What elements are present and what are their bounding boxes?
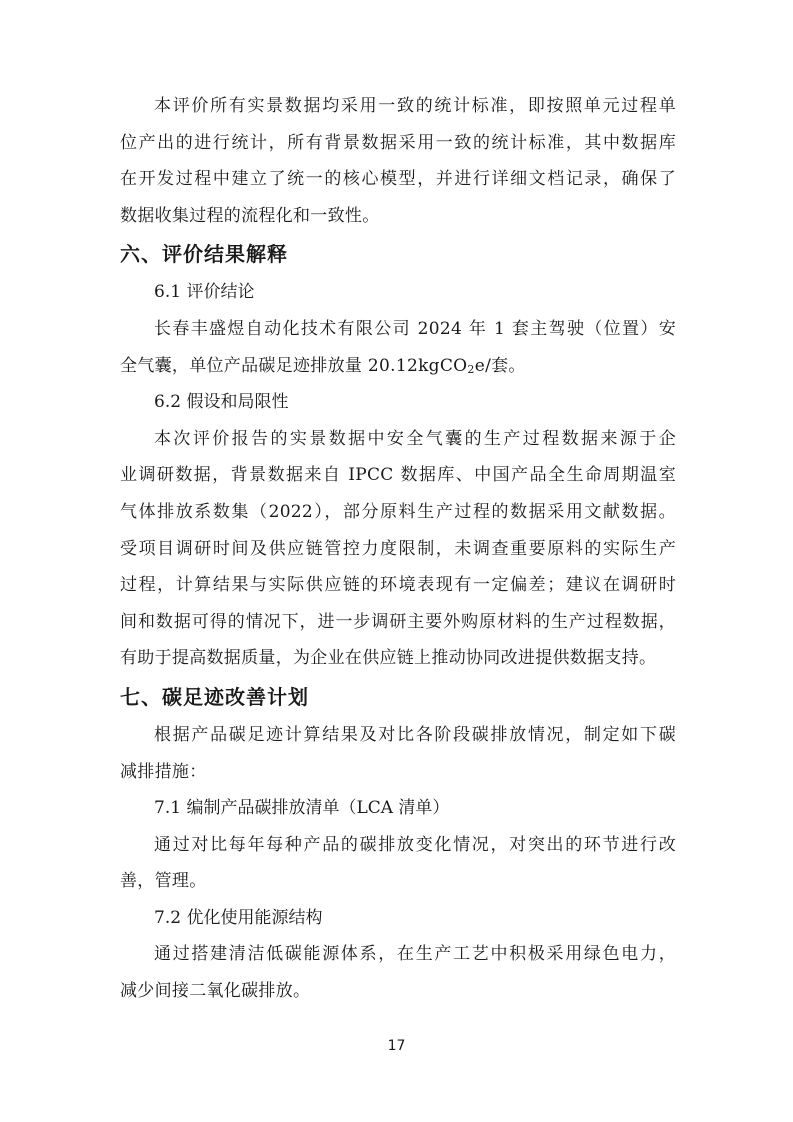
section-6-2-paragraph — [120, 421, 676, 677]
text-line: 善，管理。 — [120, 871, 207, 892]
text-line: 数据收集过程的流程化和一致性。 — [120, 205, 380, 226]
text-line: 根据产品碳足迹计算结果及对比各阶段碳排放情况，制定如下碳 — [154, 724, 676, 745]
text-line: 气体排放系数集（2022），部分原料生产过程的数据采用文献数据。 — [120, 501, 676, 522]
text-line: 本次评价报告的实景数据中安全气囊的生产过程数据来源于企 — [154, 428, 676, 449]
text-line: 本评价所有实景数据均采用一致的统计标准，即按照单元过程单 — [154, 96, 676, 116]
text-line: 通过搭建清洁低碳能源体系，在生产工艺中积极采用绿色电力， — [154, 944, 676, 965]
text-line — [120, 348, 676, 385]
emission-unit: e/套。 — [474, 355, 526, 376]
text-line: 在开发过程中建立了统一的核心模型，并进行详细文档记录，确保了 — [120, 169, 676, 190]
section-6-2-title: 6.2 假设和局限性 — [154, 392, 289, 413]
section-7-heading: 七、碳足迹改善计划 — [120, 684, 309, 709]
document-page — [120, 88, 676, 1010]
section-7-1-title: 7.1 编制产品碳排放清单（LCA 清单） — [154, 798, 450, 819]
text-line: 位产出的进行统计，所有背景数据采用一致的统计标准，其中数据库 — [120, 132, 676, 153]
text-line: 受项目调研时间及供应链管控力度限制，未调查重要原料的实际生产 — [120, 538, 676, 559]
section-6-1-title: 6.1 评价结论 — [154, 282, 255, 303]
text-line: 减少间接二氧化碳排放。 — [120, 981, 311, 1002]
text-line: 过程，计算结果与实际供应链的环境表现有一定偏差；建议在调研时 — [120, 575, 676, 596]
intro-paragraph — [120, 88, 676, 234]
section-7-intro — [120, 717, 676, 790]
section-7-2-title: 7.2 优化使用能源结构 — [154, 907, 323, 928]
subscript-two: 2 — [467, 362, 475, 376]
text-line: 长春丰盛煜自动化技术有限公司 2024 年 1 套主驾驶（位置）安 — [154, 318, 676, 339]
section-7-1-paragraph — [120, 827, 676, 900]
section-7-2-paragraph — [120, 936, 676, 1009]
text-line: 有助于提高数据质量，为企业在供应链上推动协同改进提供数据支持。 — [120, 648, 657, 669]
text-line: 通过对比每年每种产品的碳排放变化情况，对突出的环节进行改 — [154, 834, 676, 855]
text-line: 减排措施： — [120, 761, 207, 782]
section-6-heading: 六、评价结果解释 — [120, 242, 288, 267]
emission-text: 全气囊，单位产品碳足迹排放量 20.12kgCO — [120, 355, 468, 376]
section-6-1-paragraph — [120, 311, 676, 384]
text-line: 间和数据可得的情况下，进一步调研主要外购原材料的生产过程数据， — [120, 611, 676, 632]
text-line: 业调研数据，背景数据来自 IPCC 数据库、中国产品全生命周期温室 — [120, 465, 676, 486]
page-number: 17 — [387, 1038, 406, 1054]
